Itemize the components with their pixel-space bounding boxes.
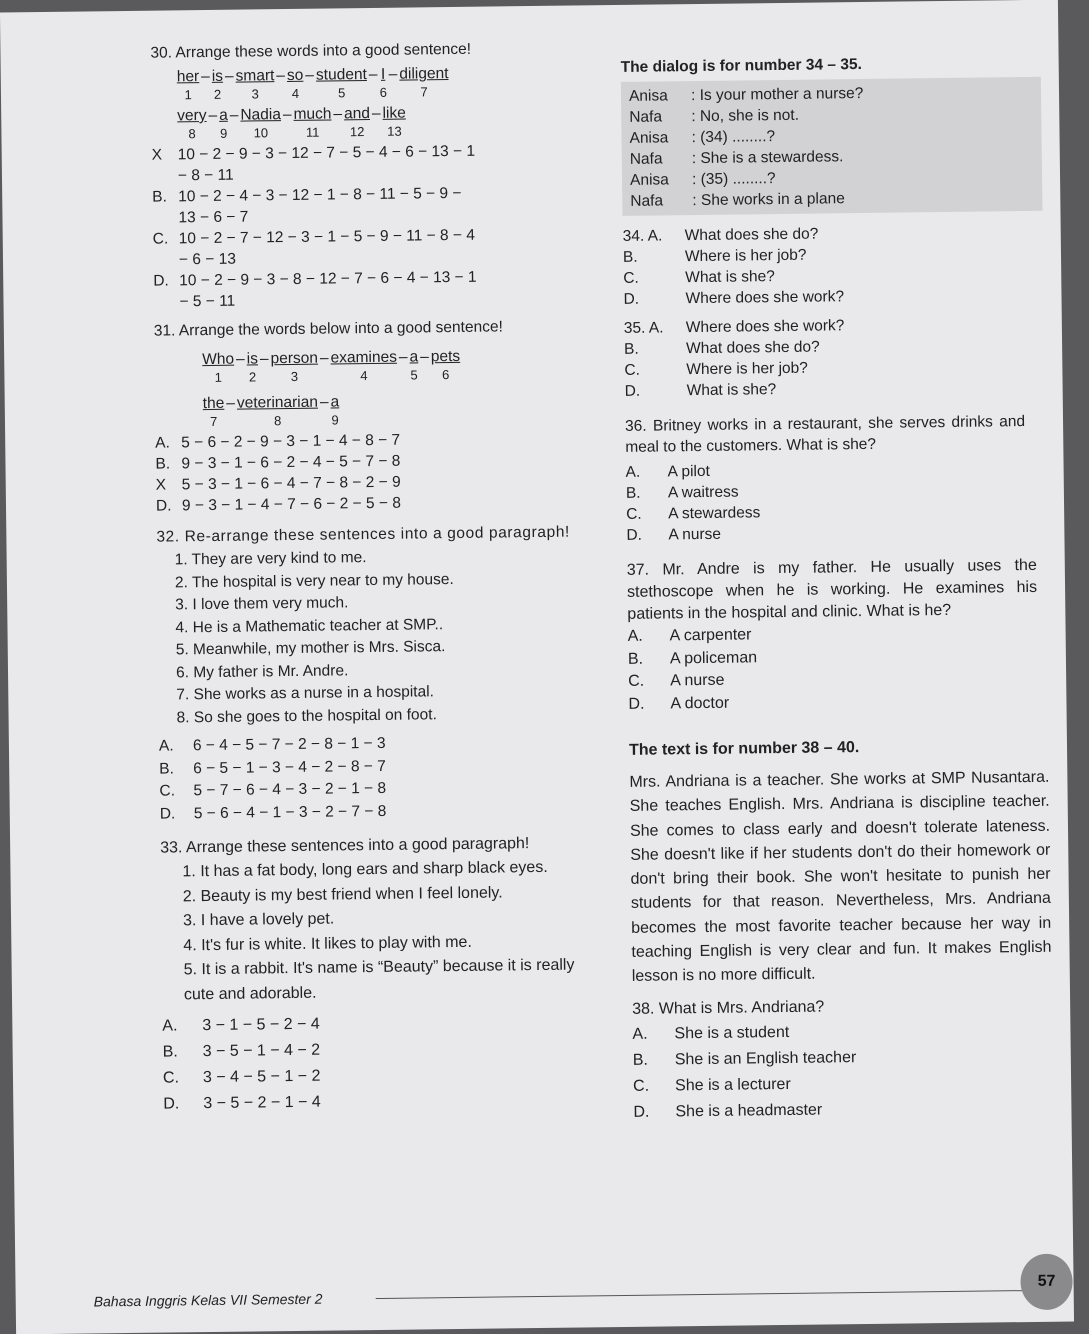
option-text: 5 − 6 − 4 − 1 − 3 − 2 − 7 − 8 — [193, 802, 387, 822]
word-number: 10 — [253, 125, 269, 141]
word-text: Nadia — [240, 106, 282, 124]
word-choice — [379, 64, 387, 100]
word-choice — [270, 348, 318, 385]
question-33 — [160, 832, 608, 1117]
question-31 — [154, 315, 601, 516]
dialog-speaker: Nafa — [629, 108, 663, 126]
word-separator: – — [229, 106, 239, 124]
sentence-item: 3. I love them very much. — [175, 594, 349, 614]
question-38-text: 38. What is Mrs. Andriana? — [632, 998, 825, 1018]
word-choice — [203, 393, 225, 429]
option-text: A policeman — [669, 648, 758, 667]
option-letter: C. — [633, 1077, 650, 1095]
right-column — [621, 52, 1054, 1126]
answer-option — [633, 1094, 1053, 1125]
word-text: is — [211, 67, 224, 85]
option-continuation: 13 − 6 − 7 — [178, 208, 249, 227]
word-choice — [219, 105, 228, 141]
question-32-title: 32. Re-arrange these sentences into a good paragraph! — [156, 523, 571, 546]
q33-options — [162, 1008, 608, 1117]
option-text: 10 − 2 − 9 − 3 − 8 − 12 − 7 − 6 − 4 − 13 − 1 — [179, 268, 477, 290]
option-letter: C. — [624, 361, 640, 379]
word-separator: – — [208, 106, 218, 124]
option-text: Where is her job? — [684, 246, 807, 266]
option-text: 6 − 5 − 1 − 3 − 4 − 2 − 8 − 7 — [193, 757, 386, 777]
word-separator: – — [282, 105, 292, 124]
answer-option — [626, 520, 1046, 546]
word-separator: – — [388, 65, 398, 83]
word-number: 2 — [248, 369, 257, 385]
word-text: the — [202, 394, 225, 413]
word-number: 8 — [188, 126, 196, 142]
dialog-text: : She is a stewardess. — [691, 148, 844, 168]
option-letter: B. — [625, 484, 641, 502]
question-38-options — [632, 1016, 1053, 1125]
option-letter: D. — [628, 695, 645, 713]
q33-sentences — [160, 855, 604, 1007]
option-continuation: − 8 − 11 — [177, 166, 234, 185]
q30-options — [152, 139, 599, 312]
option-text: What does she do? — [684, 225, 819, 245]
option-letter: C. — [626, 505, 642, 523]
option-letter: B. — [155, 455, 171, 473]
sentence-item: 5. Meanwhile, my mother is Mrs. Sisca. — [175, 638, 446, 659]
word-choice — [293, 103, 331, 139]
option-text: Where does she work? — [685, 317, 845, 337]
option-letter: C. — [628, 672, 645, 690]
option-letter: A. — [625, 463, 641, 481]
sentence-item: 6. My father is Mr. Andre. — [175, 661, 349, 681]
option-text: Where does she work? — [685, 288, 845, 308]
dialog-speaker: Anisa — [628, 87, 668, 105]
word-number: 13 — [387, 123, 402, 139]
footer-divider — [376, 1290, 1026, 1299]
dialog-text: : (34) ........? — [691, 128, 776, 147]
word-separator: – — [235, 350, 245, 368]
option-letter: D. — [159, 804, 176, 823]
option-text: 5 − 7 − 6 − 4 − 3 − 2 − 1 − 8 — [193, 779, 387, 800]
dialog-speaker: Nafa — [630, 192, 664, 210]
option-letter: D. — [626, 526, 643, 544]
word-choice — [247, 348, 259, 384]
word-number: 8 — [273, 413, 282, 429]
question-33-title: 33. Arrange these sentences into a good paragraph! — [160, 835, 530, 857]
word-number: 12 — [349, 124, 365, 140]
option-letter: C. — [162, 1069, 180, 1087]
option-continuation: − 6 − 13 — [178, 250, 236, 269]
answer-option — [160, 798, 605, 826]
dialog-speaker: Anisa — [629, 171, 669, 189]
option-text: A nurse — [670, 671, 725, 690]
option-text: 3 − 5 − 2 − 1 − 4 — [203, 1093, 321, 1113]
option-letter: A. — [155, 434, 170, 452]
word-number: 6 — [441, 367, 450, 383]
q30-words-line2 — [151, 100, 596, 141]
sentence-item: 7. She works as a nurse in a hospital. — [176, 683, 435, 704]
option-letter: B. — [627, 650, 644, 668]
option-text: Where is her job? — [686, 359, 808, 379]
word-choice — [202, 349, 234, 385]
question-35 — [624, 313, 1045, 402]
word-number: 5 — [410, 367, 418, 383]
word-separator: – — [319, 393, 329, 411]
dialog-text: : She works in a plane — [692, 190, 845, 210]
word-text: so — [286, 66, 304, 85]
answer-option — [623, 284, 1043, 310]
answer-option — [625, 376, 1045, 402]
word-number: 6 — [379, 84, 388, 100]
word-text: pets — [430, 347, 461, 366]
option-text: A carpenter — [669, 626, 752, 645]
reading-text: Mrs. Andriana is a teacher. She works at SMP Nusantara. She teaches English. Mrs. Andriana is discipline teacher. She comes to class early and doesn't tolerate lateness. She doesn't like if her students don't do their homework or don't bring their book. She won't hesitate to punish her students for that reason. Nevertheless, Mrs. Andriana becomes the most favorite teacher because her way in teaching English is very clear and fun. It makes English lesson is no more difficult. — [629, 768, 1052, 986]
word-text: a — [409, 348, 419, 366]
option-text: 5 − 6 − 2 − 9 − 3 − 1 − 4 − 8 − 7 — [181, 431, 401, 452]
option-letter: B. — [624, 340, 639, 358]
option-letter: A. — [627, 627, 643, 645]
option-letter: C. — [623, 269, 639, 287]
option-text: 10 − 2 − 7 − 12 − 3 − 1 − 5 − 9 − 11 − 8 − 4 — [178, 226, 476, 248]
word-text: and — [343, 105, 371, 123]
word-choice — [177, 105, 207, 141]
word-choice — [431, 346, 461, 382]
word-text: veterinarian — [236, 393, 319, 412]
question-31-title: 31. Arrange the words below into a good sentence! — [153, 318, 503, 340]
option-text: A nurse — [668, 525, 722, 544]
question-37-options — [628, 621, 1049, 716]
word-number: 3 — [290, 368, 299, 384]
word-text: a — [330, 393, 340, 411]
option-text: She is a student — [674, 1023, 790, 1043]
word-choice — [235, 65, 274, 101]
option-letter: A. — [158, 737, 174, 755]
question-36-text: 36. Britney works in a restaurant, she serves drinks and meal to the customers. What is she? — [624, 413, 1026, 456]
dialog-title: The dialog is for number 34 – 35. — [620, 55, 862, 76]
option-text: A doctor — [670, 694, 730, 712]
word-separator: – — [201, 67, 210, 86]
word-separator: – — [276, 67, 286, 85]
option-letter: B. — [632, 1051, 649, 1069]
word-text: student — [315, 66, 367, 84]
word-number: 7 — [420, 84, 428, 100]
word-number: 2 — [213, 86, 222, 102]
option-text: A waitress — [667, 483, 739, 502]
option-letter: 35. A. — [623, 319, 664, 337]
sentence-item: 4. He is a Mathematic teacher at SMP.. — [175, 615, 444, 636]
question-37-text: 37. Mr. Andre is my father. He usually uses the stethoscope when he is working. He examines his patients in the hospital and clinic. What is he? — [626, 556, 1038, 623]
dialog-speaker: Nafa — [629, 150, 663, 168]
word-choice — [240, 104, 281, 140]
word-separator: – — [420, 348, 429, 366]
sentence-item: 4. It's fur is white. It likes to play with me. — [183, 933, 472, 954]
option-letter: D. — [624, 382, 641, 400]
q31-words-line2 — [155, 388, 600, 429]
option-letter: B. — [162, 1043, 178, 1061]
word-number: 11 — [305, 124, 320, 140]
word-text: person — [270, 349, 319, 368]
option-text: She is a headmaster — [675, 1101, 823, 1121]
word-separator: – — [368, 65, 378, 84]
option-letter: A. — [632, 1025, 648, 1043]
word-choice — [399, 63, 449, 100]
word-number: 1 — [184, 87, 192, 103]
dialog-text: : No, she is not. — [691, 106, 800, 126]
word-choice — [382, 103, 406, 139]
word-number: 4 — [360, 368, 368, 384]
answer-option — [628, 688, 1048, 716]
word-text: examines — [330, 348, 398, 367]
word-number: 9 — [331, 412, 339, 428]
option-letter: B. — [152, 188, 167, 206]
option-text: What is she? — [686, 381, 777, 400]
word-choice — [409, 346, 418, 382]
option-text: 6 − 4 − 5 − 7 − 2 − 8 − 1 − 3 — [192, 734, 386, 755]
word-number: 5 — [337, 85, 346, 101]
word-number: 1 — [214, 369, 223, 385]
word-separator: – — [398, 348, 408, 366]
word-choice — [237, 392, 318, 429]
dialog-line — [630, 186, 1034, 212]
word-text: I — [380, 65, 386, 83]
answer-option — [156, 490, 601, 516]
q31-options — [155, 427, 601, 516]
word-choice — [330, 347, 397, 384]
word-text: smart — [235, 67, 275, 85]
word-number: 7 — [210, 413, 218, 429]
option-letter: B. — [622, 248, 638, 266]
option-text: 5 − 3 − 1 − 6 − 4 − 7 − 8 − 2 − 9 — [181, 473, 401, 494]
word-choice — [330, 391, 339, 427]
q32-options — [159, 730, 605, 825]
text-title: The text is for number 38 – 40. — [628, 739, 860, 759]
book-footer: Bahasa Inggris Kelas VII Semester 2 — [93, 1290, 323, 1310]
question-32 — [156, 521, 605, 825]
option-text: 10 − 2 − 4 − 3 − 12 − 1 − 8 − 11 − 5 − 9 − — [178, 184, 462, 206]
answer-option — [163, 1086, 608, 1117]
sentence-item: 8. So she goes to the hospital on foot. — [176, 705, 437, 726]
option-text: What does she do? — [686, 338, 820, 358]
option-letter: C. — [152, 230, 169, 248]
option-letter: X — [151, 146, 163, 164]
q31-words-line1 — [154, 344, 599, 385]
option-text: 3 − 1 − 5 − 2 − 4 — [202, 1015, 320, 1035]
option-text: What is she? — [685, 268, 775, 287]
option-letter: B. — [159, 759, 174, 778]
word-separator: – — [226, 394, 236, 412]
option-letter: C. — [159, 782, 176, 800]
question-30 — [150, 37, 598, 312]
word-separator: – — [319, 349, 329, 367]
question-36-options — [626, 457, 1047, 546]
q32-sentences — [157, 544, 604, 729]
option-continuation: − 5 − 11 — [179, 292, 236, 311]
word-text: Who — [202, 350, 235, 369]
option-text: 3 − 4 − 5 − 1 − 2 — [202, 1067, 321, 1087]
sentence-item: 1. It has a fat body, long ears and sharp black eyes. — [182, 858, 548, 881]
word-text: much — [293, 105, 332, 123]
dialog-text: : Is your mother a nurse? — [690, 84, 864, 105]
word-text: diligent — [399, 65, 449, 83]
word-choice — [344, 103, 370, 139]
sentence-item: 1. They are very kind to me. — [174, 549, 367, 569]
question-34 — [623, 221, 1044, 310]
dialog-speaker: Anisa — [629, 129, 669, 147]
option-letter: D. — [155, 497, 172, 515]
page-number: 57 — [1020, 1254, 1073, 1311]
word-number: 3 — [251, 86, 259, 102]
word-separator: – — [259, 350, 269, 368]
word-separator: – — [333, 105, 343, 123]
q30-words-line1 — [151, 61, 596, 102]
word-number: 9 — [219, 125, 228, 141]
word-separator: – — [371, 104, 381, 122]
word-text: her — [176, 68, 200, 86]
option-letter: D. — [623, 290, 640, 308]
left-column — [150, 37, 608, 1123]
sentence-item: 2. Beauty is my best friend when I feel lonely. — [182, 883, 503, 905]
sentence-item: 5. It is a rabbit. It's name is “Beauty” because it is really cute and adorable. — [183, 956, 575, 1003]
option-letter: 34. A. — [622, 227, 663, 245]
option-text: 9 − 3 − 1 − 4 − 7 − 6 − 2 − 5 − 8 — [181, 494, 401, 515]
word-text: is — [246, 350, 259, 368]
word-choice — [177, 66, 200, 102]
question-30-title: 30. Arrange these words into a good sentence! — [150, 40, 472, 62]
word-number: 4 — [291, 85, 300, 101]
option-text: A pilot — [667, 462, 710, 481]
word-choice — [212, 66, 224, 102]
option-letter: A. — [162, 1017, 178, 1035]
word-text: like — [382, 104, 406, 122]
dialog-text: : (35) ........? — [691, 170, 776, 189]
sentence-item: 3. I have a lovely pet. — [182, 910, 335, 930]
option-letter: X — [155, 476, 167, 494]
word-choice — [287, 65, 304, 101]
option-letter: D. — [633, 1103, 650, 1121]
option-text: 10 − 2 − 9 − 3 − 12 − 7 − 5 − 4 − 6 − 13 − 1 — [177, 142, 476, 164]
option-text: A stewardess — [668, 504, 761, 523]
option-letter: D. — [163, 1095, 180, 1113]
word-text: very — [177, 106, 207, 125]
option-text: She is an English teacher — [674, 1048, 857, 1069]
option-letter: D. — [153, 272, 169, 290]
word-separator: – — [224, 67, 234, 85]
option-text: 3 − 5 − 1 − 4 − 2 — [202, 1041, 321, 1061]
word-separator: – — [305, 66, 315, 84]
word-text: a — [219, 106, 228, 124]
option-text: 9 − 3 − 1 − 6 − 2 − 4 − 5 − 7 − 8 — [181, 452, 401, 473]
sentence-item: 2. The hospital is very near to my house. — [174, 570, 454, 591]
word-choice — [316, 64, 367, 101]
option-text: She is a lecturer — [675, 1075, 791, 1095]
dialog-box — [621, 77, 1043, 216]
